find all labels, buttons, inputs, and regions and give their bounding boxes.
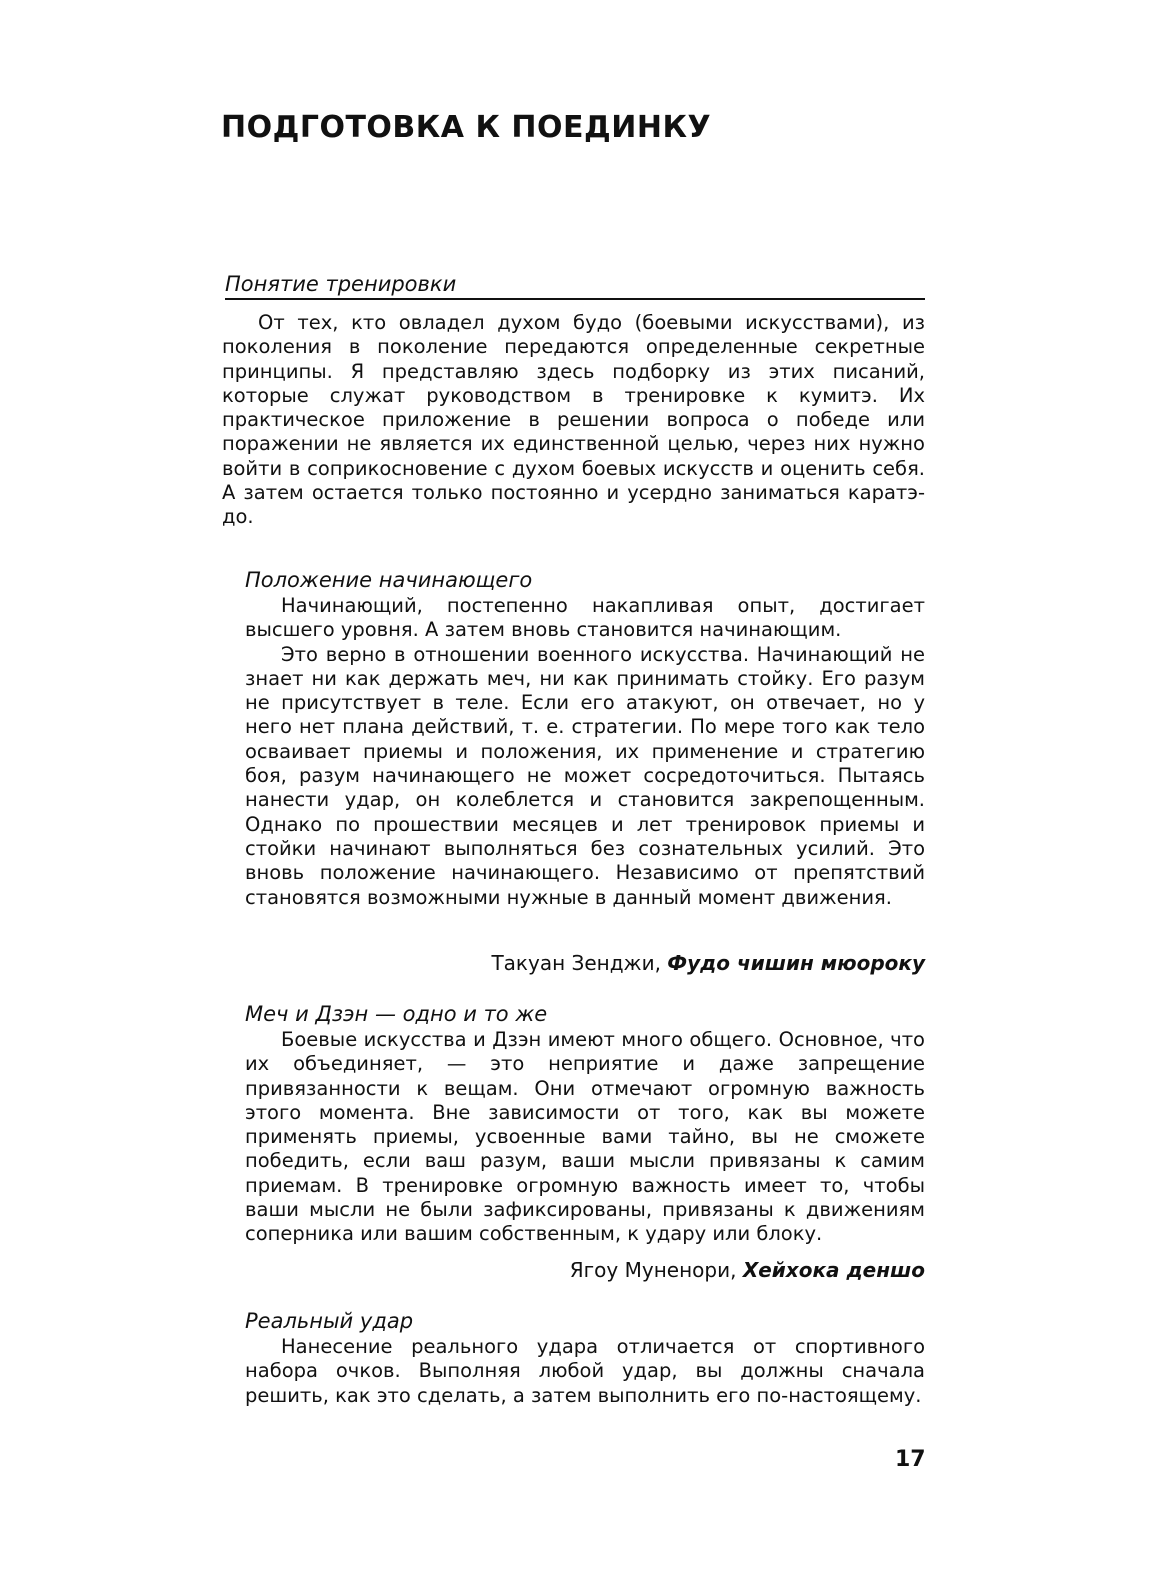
subsection-body [245, 1028, 925, 1247]
attribution [570, 1257, 925, 1283]
section-heading: Понятие тренировки [225, 270, 925, 300]
intro-paragraph: От тех, кто овладел духом будо (боевыми искусствами), из поколения в поколение передаются определенные секретные принципы. Я представляю здесь подборку из этих писаний, которые служат руководством в тренировке к кумитэ. Их практическое приложение в решении вопроса о победе или поражении не является их единственной целью, через них нужно войти в соприкосновение с духом боевых искусств и оценить себя. А затем остается только постоянно и усердно заниматься каратэ-до. [222, 311, 925, 529]
page-number: 17 [895, 1447, 926, 1472]
paragraph: Нанесение реального удара отличается от спортивного набора очков. Выполняя любой удар, вы должны сначала решить, как это сделать, а затем выполнить его по-настоящему. [245, 1335, 925, 1407]
attribution-author: Такуан Зенджи, [491, 951, 661, 975]
subsection-heading: Положение начинающего [245, 568, 533, 592]
subsection-body [245, 1335, 925, 1408]
paragraph: Начинающий, постепенно накапливая опыт, достигает высшего уровня. А затем вновь становится начинающим. [245, 594, 925, 642]
paragraph: Боевые искусства и Дзэн имеют много общего. Основное, что их объединяет, — это неприятие и даже запрещение привязанности к вещам. Они отмечают огромную важность этого момента. Вне зависимости от того, как вы можете применять приемы, усвоенные вами тайно, вы не сможете победить, если ваш разум, ваши мысли привязаны к самим приемам. В тренировке огромную важность имеет то, чтобы ваши мысли не были зафиксированы, привязаны к движениям соперника или вашим собственным, к удару или блоку. [245, 1028, 925, 1246]
subsection-body [245, 594, 925, 910]
subsection-heading: Реальный удар [245, 1309, 414, 1333]
subsection-heading: Меч и Дзэн — одно и то же [245, 1002, 548, 1026]
attribution [491, 950, 925, 976]
paragraph: Это верно в отношении военного искусства. Начинающий не знает ни как держать меч, ни как принимать стойку. Его разум не присутствует в теле. Если его атакуют, он отвечает, но у него нет плана действий, т. е. стратегии. По мере того как тело осваивает приемы и положения, их применение и стратегию боя, разум начинающего не может сосредоточиться. Пытаясь нанести удар, он колеблется и становится закрепощенным. Однако по прошествии месяцев и лет тренировок приемы и стойки начинают выполняться без сознательных усилий. Это вновь положение начинающего. Независимо от препятствий становятся возможными нужные в данный момент движения. [245, 642, 925, 909]
attribution-work: Хейхока деншо [742, 1258, 925, 1282]
attribution-work: Фудо чишин мюороку [667, 951, 925, 975]
attribution-author: Ягоу Муненори, [569, 1258, 737, 1282]
chapter-title: ПОДГОТОВКА К ПОЕДИНКУ [221, 110, 712, 145]
